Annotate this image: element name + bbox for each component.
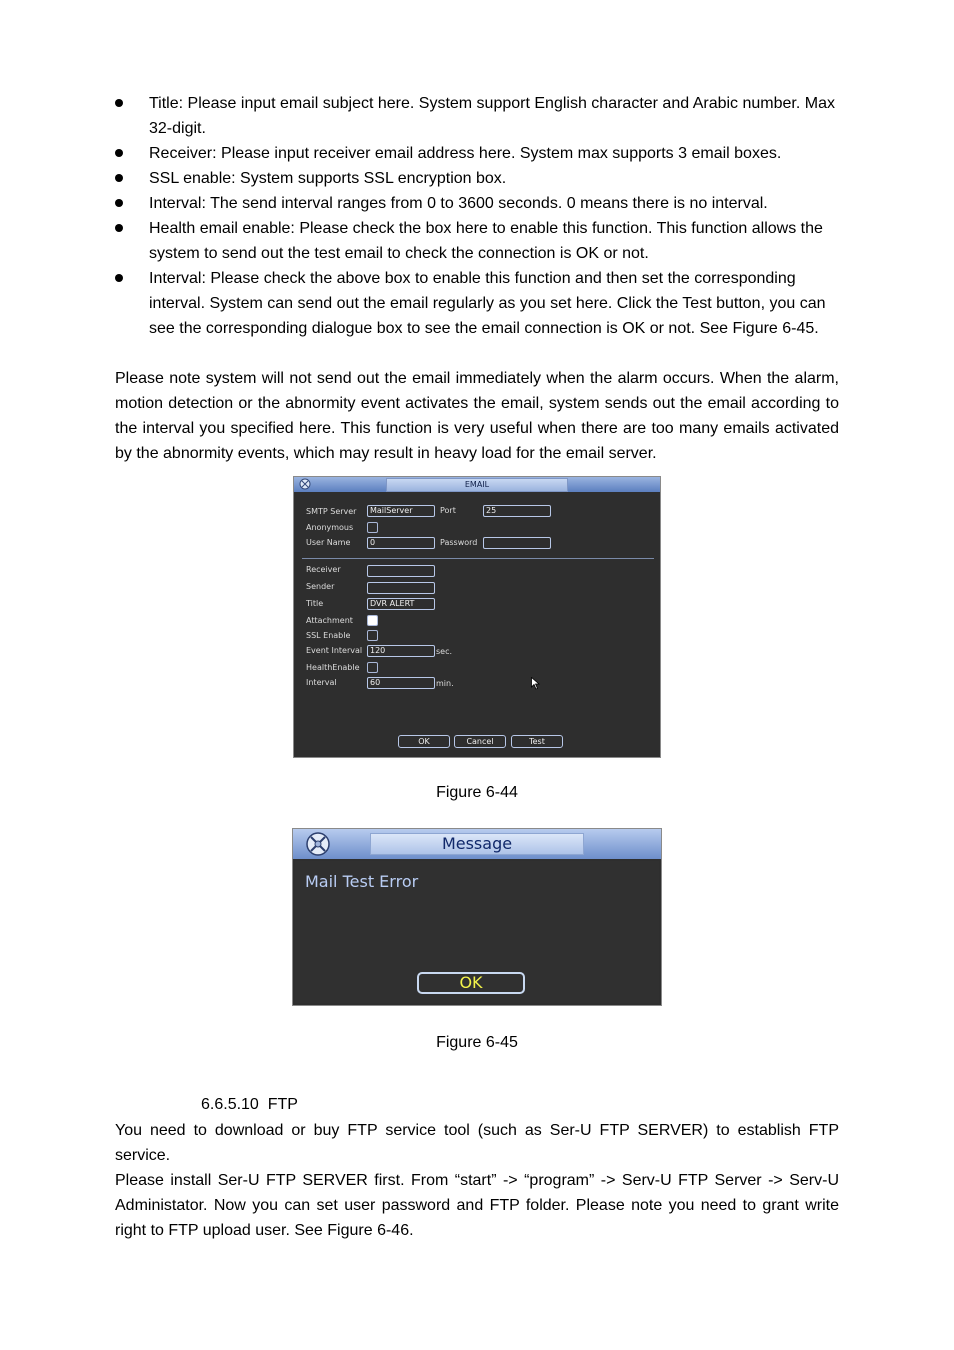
- mouse-pointer-icon: [531, 677, 540, 690]
- smtp-server-input[interactable]: MailServer: [367, 505, 435, 517]
- title-label: Title: [306, 599, 324, 608]
- ssl-label: SSL Enable: [306, 631, 351, 640]
- receiver-label: Receiver: [306, 565, 341, 574]
- bullet-item: SSL enable: System supports SSL encryption box.: [115, 166, 839, 191]
- port-input[interactable]: 25: [483, 505, 551, 517]
- note-paragraph: Please note system will not send out the email immediately when the alarm occurs. When the alarm, motion detection or the abnormity event activates the email, system sends out the email according to the interval you specified here. This function is very useful when there are too many emails activated by the abnormity events, which may result in heavy load for the email server.: [115, 370, 839, 462]
- attachment-checkbox[interactable]: [367, 615, 378, 626]
- health-enable-label: HealthEnable: [306, 663, 360, 672]
- smtp-label: SMTP Server: [306, 507, 357, 516]
- dvr-logo-icon: [303, 831, 333, 857]
- ok-button[interactable]: OK: [398, 735, 450, 748]
- email-dialog: [293, 476, 661, 758]
- health-enable-checkbox[interactable]: [367, 662, 378, 673]
- message-dialog-titlebar: [293, 829, 661, 859]
- sender-input[interactable]: [367, 582, 435, 594]
- title-input[interactable]: DVR ALERT: [367, 598, 435, 610]
- bullet-dot-icon: [115, 99, 123, 107]
- message-ok-button[interactable]: OK: [417, 972, 525, 994]
- bullet-dot-icon: [115, 274, 123, 282]
- port-label: Port: [440, 506, 456, 515]
- interval-input[interactable]: 60: [367, 677, 435, 689]
- divider: [302, 558, 654, 559]
- message-text: Mail Test Error: [305, 872, 419, 891]
- message-dialog: [292, 828, 662, 1006]
- bullet-item: Interval: Please check the above box to enable this function and then set the corresponding interval. System can send out the email regularly as you set here. Click the Test button, you can see the corresponding dialogue box to see the email connection is OK or not. See Figure 6-45.: [115, 266, 839, 341]
- bullet-item: Receiver: Please input receiver email address here. System max supports 3 email boxes.: [115, 141, 839, 166]
- test-button[interactable]: Test: [511, 735, 563, 748]
- anonymous-checkbox[interactable]: [367, 522, 378, 533]
- attachment-label: Attachment: [306, 616, 353, 625]
- bullet-item: Health email enable: Please check the box here to enable this function. This function allows the system to send out the test email to check the connection is OK or not.: [115, 216, 839, 266]
- anonymous-label: Anonymous: [306, 523, 354, 532]
- username-label: User Name: [306, 538, 351, 547]
- ftp-paragraph: Please install Ser-U FTP SERVER first. From “start” -> “program” -> Serv-U FTP Server -> Serv-U Administator. Now you can set user password and FTP folder. Please note you need to grant write right to FTP upload user. See Figure 6-46.: [115, 1172, 839, 1239]
- bullet-dot-icon: [115, 199, 123, 207]
- password-input[interactable]: [483, 537, 551, 549]
- ssl-checkbox[interactable]: [367, 630, 378, 641]
- section-heading: 6.6.5.10 FTP: [201, 1096, 298, 1113]
- bullet-dot-icon: [115, 224, 123, 232]
- bullet-item: Interval: The send interval ranges from 0 to 3600 seconds. 0 means there is no interval.: [115, 191, 839, 216]
- figure-caption: Figure 6-44: [436, 784, 518, 801]
- receiver-input[interactable]: [367, 565, 435, 577]
- bullet-dot-icon: [115, 174, 123, 182]
- figure-caption: Figure 6-45: [436, 1034, 518, 1051]
- interval-label: Interval: [306, 678, 337, 687]
- event-interval-label: Event Interval: [306, 646, 363, 655]
- dvr-logo-icon: [298, 478, 312, 490]
- sender-label: Sender: [306, 582, 335, 591]
- username-input[interactable]: 0: [367, 537, 435, 549]
- ftp-paragraph: You need to download or buy FTP service tool (such as Ser-U FTP SERVER) to establish FTP service.: [115, 1122, 839, 1164]
- event-interval-unit: sec.: [436, 647, 453, 656]
- password-label: Password: [440, 538, 478, 547]
- bullet-item: Title: Please input email subject here. System support English character and Arabic number. Max 32-digit.: [115, 91, 839, 141]
- cancel-button[interactable]: Cancel: [454, 735, 506, 748]
- event-interval-input[interactable]: 120: [367, 645, 435, 657]
- email-dialog-title: EMAIL: [386, 478, 568, 492]
- email-dialog-titlebar: [294, 477, 660, 492]
- bullet-dot-icon: [115, 149, 123, 157]
- bullet-list: [115, 91, 839, 341]
- interval-unit: min.: [436, 679, 454, 688]
- message-dialog-title: Message: [370, 833, 584, 855]
